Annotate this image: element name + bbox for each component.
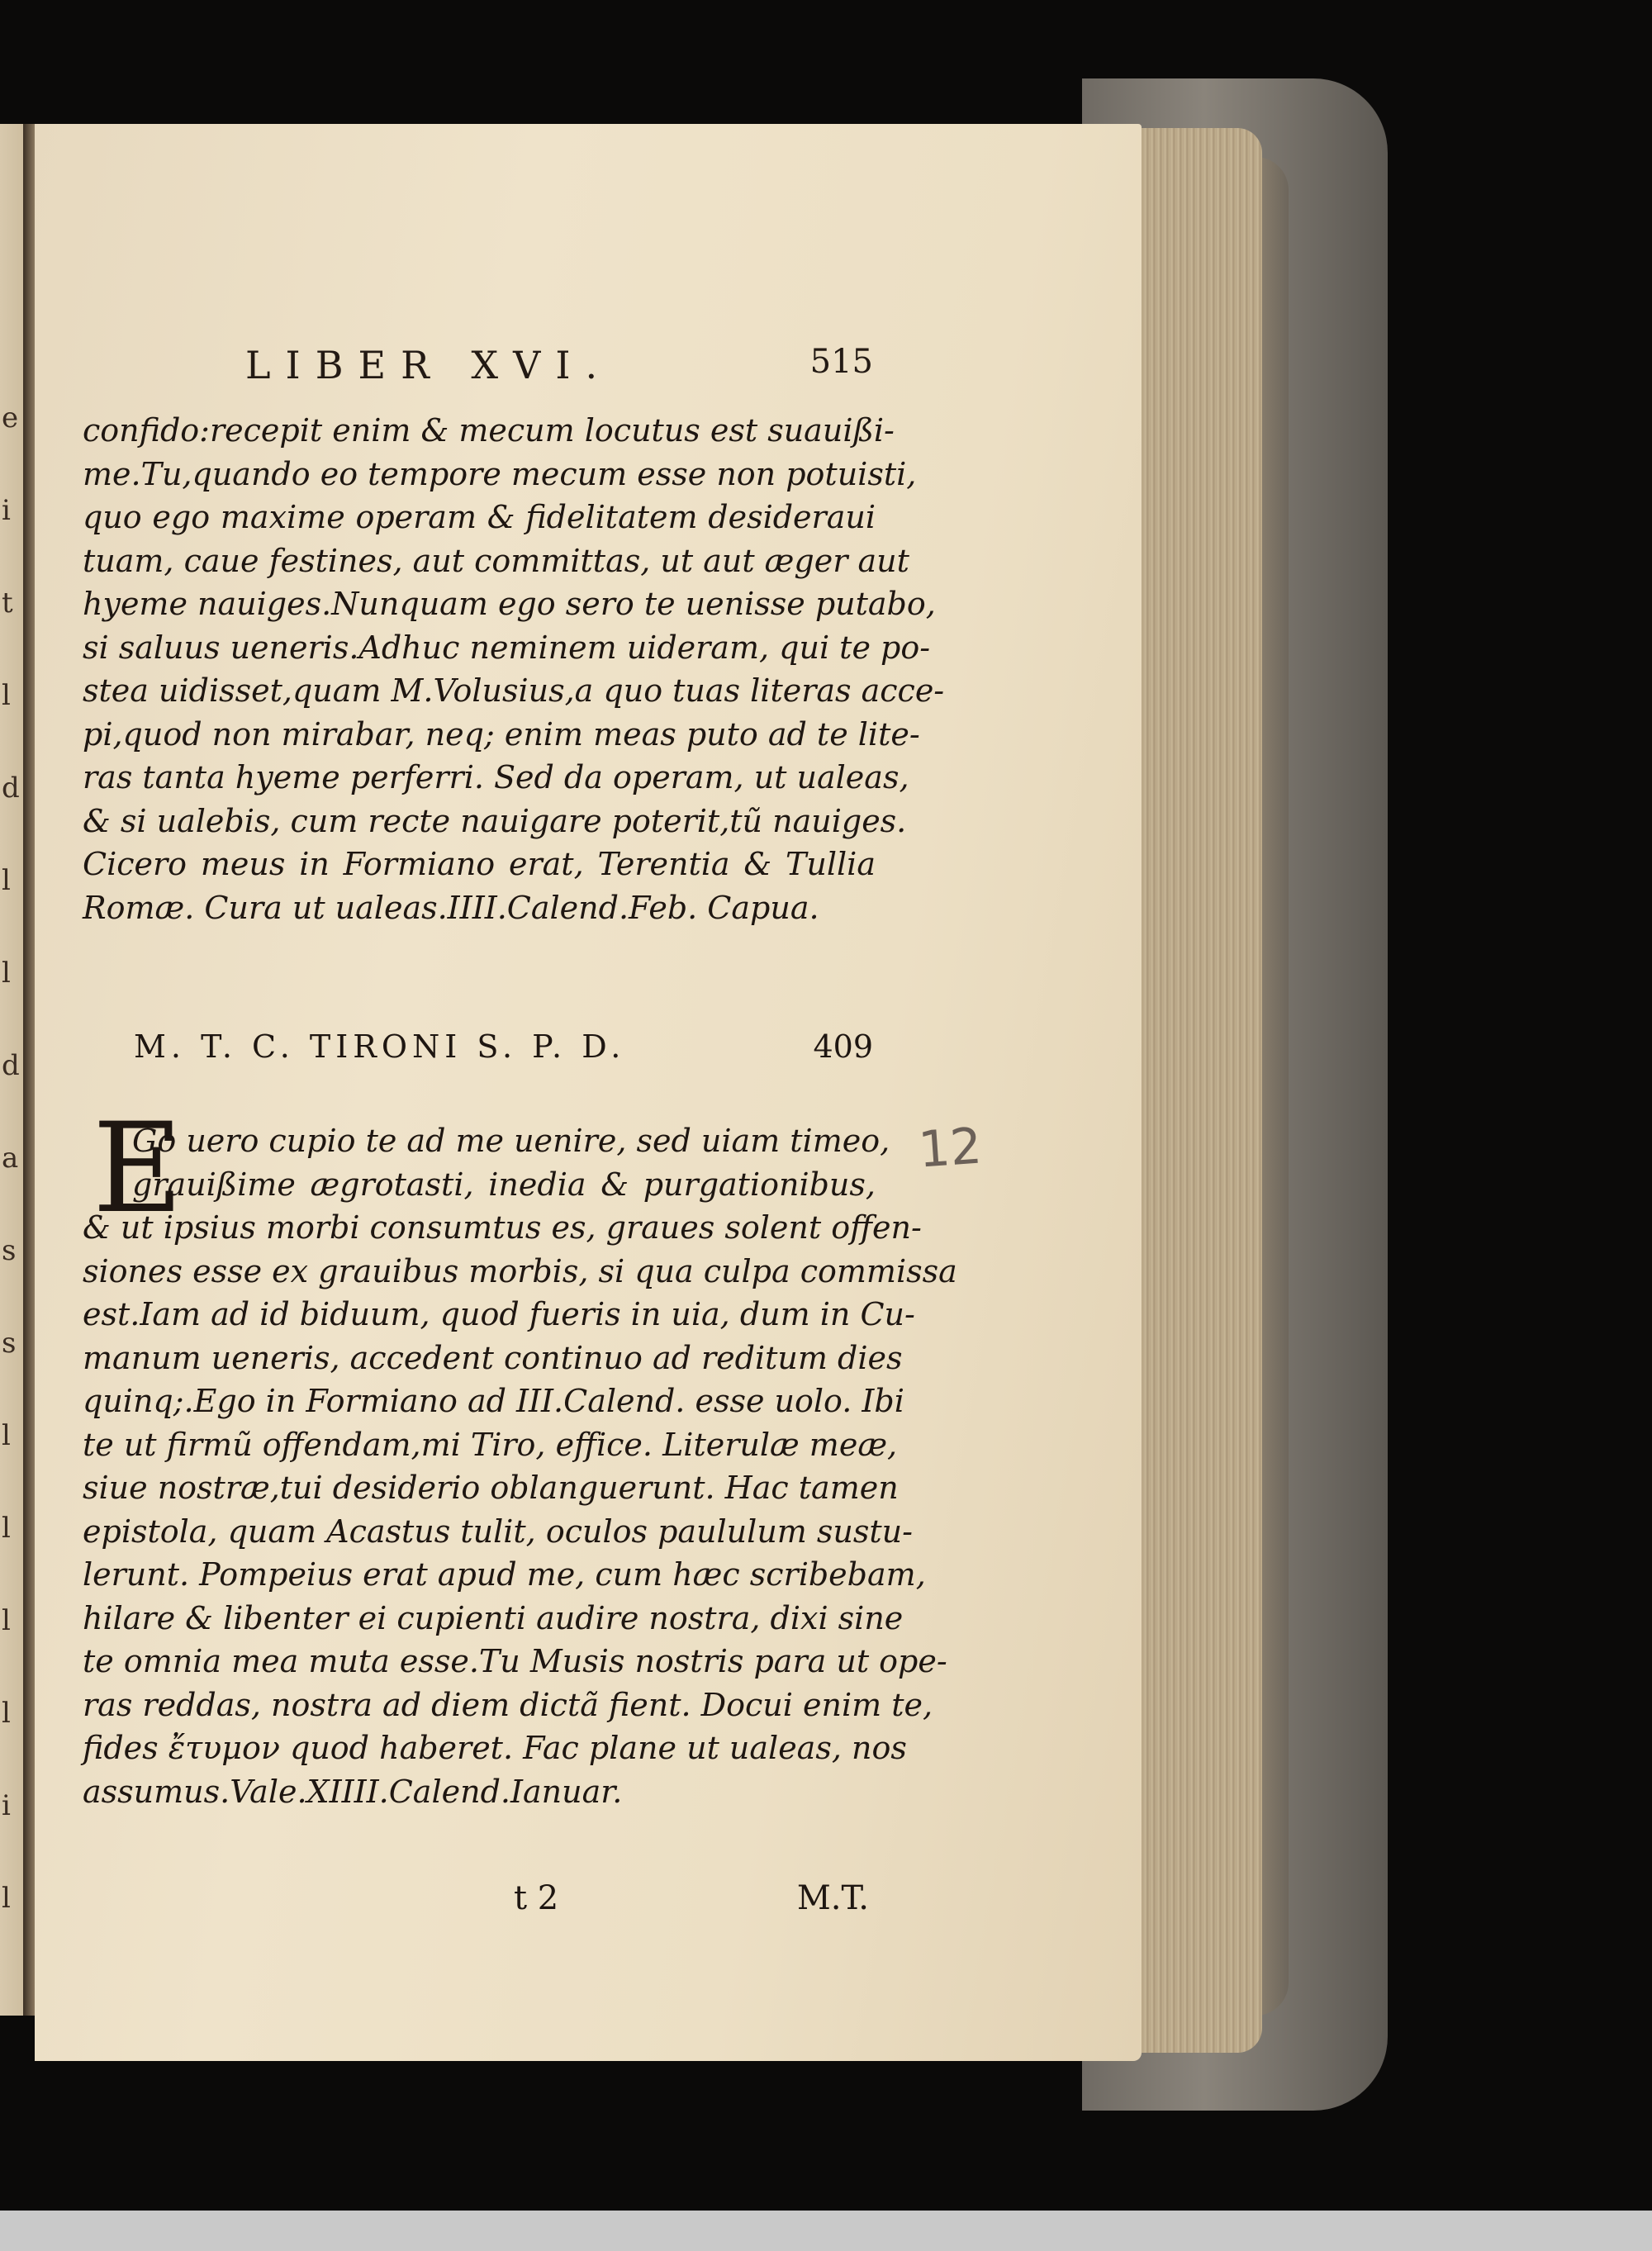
facing-page: [0, 124, 25, 2016]
letter-1-text: [83, 409, 945, 929]
text-line: pi,quod non mirabar, neq; enim meas puto ad te lite-: [83, 715, 920, 753]
text-line: siones esse ex grauibus morbis, si qua culpa commissa: [83, 1252, 957, 1289]
text-line: quo ego maxime operam & fidelitatem desideraui: [83, 499, 876, 535]
text-line: me.Tu,quando eo tempore mecum esse non potuisti,: [83, 455, 917, 492]
text-line: manum ueneris, accedent continuo ad reditum dies: [83, 1339, 903, 1376]
text-line: hyeme nauiges.Nunquam ego sero te uenisse putabo,: [83, 586, 936, 622]
text-line: tuam, caue festines, aut committas, ut aut æger aut: [83, 542, 909, 579]
text-line: epistola, quam Acastus tulit, oculos paululum sustu-: [83, 1513, 913, 1550]
letter-number: 409: [813, 1028, 873, 1065]
drop-capital: E: [93, 1097, 183, 1241]
text-line: est.Iam ad id biduum, quod fueris in uia, dum in Cu-: [83, 1296, 915, 1332]
text-line: lerunt. Pompeius erat apud me, cum hæc scribebam,: [83, 1556, 926, 1593]
text-line: & si ualebis, cum recte nauigare poterit,tũ nauiges.: [83, 802, 907, 839]
text-line: Cicero meus in Formiano erat, Terentia & Tullia: [83, 846, 876, 882]
signature-mark: t 2: [514, 1879, 559, 1917]
text-line: te ut firmũ offendam,mi Tiro, effice. Literulæ meæ,: [83, 1426, 898, 1463]
letter-2-heading: [134, 1028, 873, 1078]
text-line: stea uidisset,quam M.Volusius,a quo tuas literas acce-: [83, 672, 945, 709]
facing-page-text-fragments: e i t l d l l d a s s l l l l i l: [2, 401, 20, 1915]
page-header: [245, 343, 873, 401]
text-line: assumus.Vale.XIIII.Calend.Ianuar.: [83, 1773, 623, 1810]
text-line: ras reddas, nostra ad diem dictã fient. Docui enim te,: [83, 1686, 933, 1723]
text-line: Romæ. Cura ut ualeas.IIII.Calend.Feb. Capua.: [83, 889, 819, 926]
text-line: si saluus ueneris.Adhuc neminem uideram, qui te po-: [83, 629, 931, 666]
viewer-bottom-bar: [0, 2211, 1652, 2251]
handwritten-annotation: 12: [916, 1117, 984, 1180]
text-line: ras tanta hyeme perferri. Sed da operam, ut ualeas,: [83, 759, 909, 795]
text-line: fides ἔτυμον quod haberet. Fac plane ut ualeas, nos: [83, 1730, 907, 1766]
catchword: M.T.: [796, 1879, 869, 1917]
text-line: grauißime ægrotasti, inedia & purgationibus,: [132, 1166, 876, 1203]
running-head: LIBER XVI.: [245, 343, 613, 387]
book-page: [35, 124, 1142, 2061]
text-line: quinq;.Ego in Formiano ad III.Calend. esse uolo. Ibi: [83, 1383, 904, 1419]
book-gutter: [23, 124, 35, 2016]
text-line: & ut ipsius morbi consumtus es, graues solent offen-: [83, 1209, 922, 1246]
text-line: hilare & libenter ei cupienti audire nostra, dixi sine: [83, 1599, 904, 1636]
text-line: te omnia mea muta esse.Tu Musis nostris para ut ope-: [83, 1643, 947, 1679]
text-line: siue nostræ,tui desiderio oblanguerunt. Hac tamen: [83, 1470, 899, 1506]
letter-heading-text: M. T. C. TIRONI S. P. D.: [134, 1028, 626, 1065]
text-line: confido:recepit enim & mecum locutus est suauißi-: [83, 412, 895, 449]
page-footer: [514, 1879, 869, 1929]
page-number: 515: [809, 343, 873, 381]
text-line: Go uero cupio te ad me uenire, sed uiam timeo,: [132, 1123, 890, 1159]
